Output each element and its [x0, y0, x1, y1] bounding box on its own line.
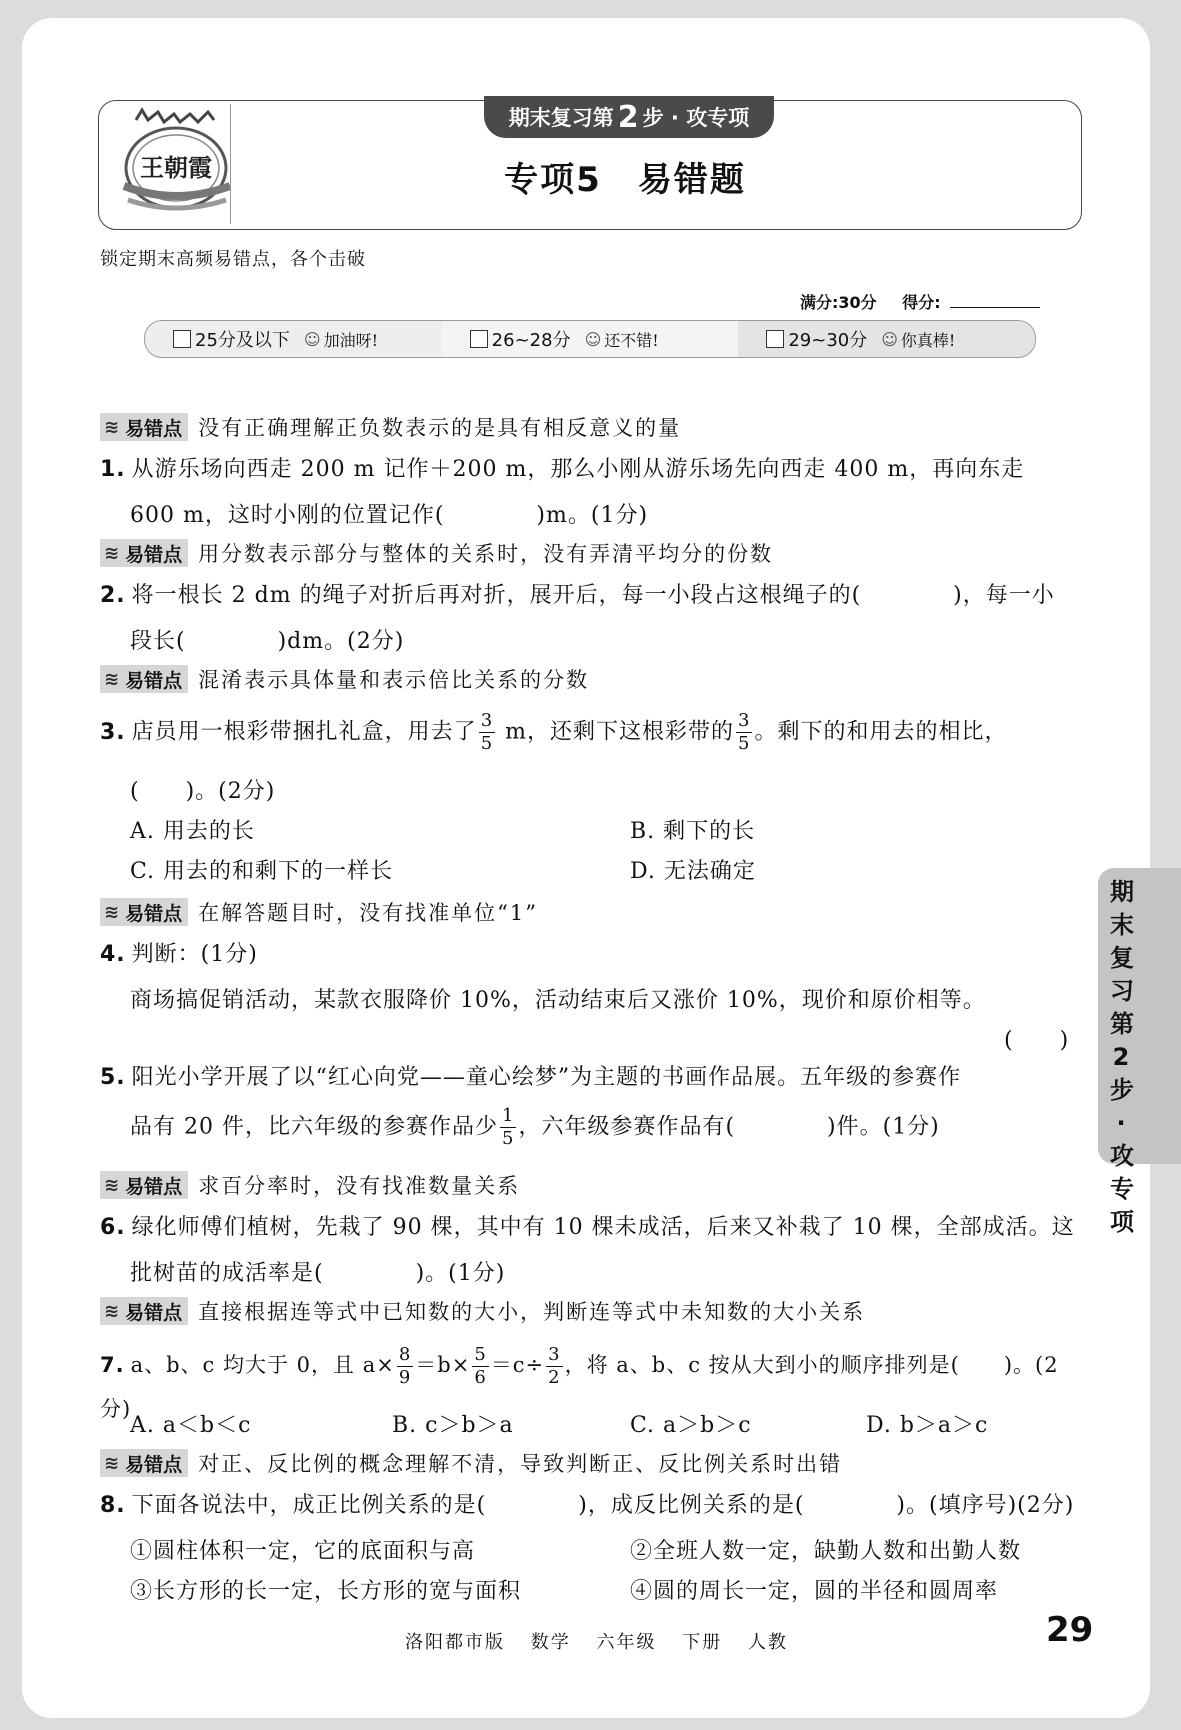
fraction: $\frac{3}{2}$ — [548, 1344, 561, 1388]
question-5: 5. 阳光小学开展了以“红心向党——童心绘梦”为主题的书画作品展。五年级的参赛作 — [100, 1065, 962, 1090]
error-point-6 — [100, 1296, 865, 1326]
svg-text:王朝霞: 王朝霞 — [140, 153, 212, 182]
question-3: 3. 店员用一根彩带捆扎礼盒，用去了 $\frac{3}{5}$ m，还剩下这根彩带的 $\frac{3}{5}$ 。剩下的和用去的相比， — [100, 710, 1008, 754]
q3-option-d: D. 无法确定 — [630, 859, 756, 884]
score-blank[interactable] — [950, 307, 1040, 308]
full-score: 满分:30分 — [800, 293, 877, 312]
q8-statement-4: ④圆的周长一定，圆的半径和圆周率 — [630, 1579, 999, 1604]
q8-statement-1: ①圆柱体积一定，它的底面积与高 — [130, 1539, 476, 1564]
q3-option-b: B. 剩下的长 — [630, 819, 756, 844]
error-point-3 — [100, 664, 589, 694]
rating-2-checkbox[interactable] — [470, 330, 488, 348]
question-1-line-1: 从游乐场向西走 200 m 记作＋200 m，那么小刚从游乐场先向西走 400 m，再向东走 — [131, 457, 1025, 482]
q8-statement-3: ③长方形的长一定，长方形的宽与面积 — [130, 1579, 522, 1604]
rating-2-range: 26~28分 — [491, 330, 571, 351]
question-5-line-2: 品有 20 件，比六年级的参赛作品少 $\frac{1}{5}$ ，六年级参赛作品有( )件。(1分) — [130, 1105, 940, 1149]
error-point-text: 求百分率时，没有找准数量关系 — [198, 1174, 521, 1198]
error-point-4 — [100, 897, 538, 927]
got-score-label: 得分: — [902, 293, 941, 312]
fraction: $\frac{8}{9}$ — [398, 1344, 412, 1388]
step-banner — [484, 96, 774, 138]
fraction: $\frac{3}{5}$ — [738, 710, 751, 754]
wave-icon: ≋ — [104, 542, 120, 564]
error-point-tag: ≋ 易错点 — [100, 898, 188, 926]
q3-option-c: C. 用去的和剩下的一样长 — [130, 859, 394, 884]
footer — [405, 1628, 806, 1654]
logo-emblem-icon — [118, 106, 238, 218]
q7-option-c: C. a＞b＞c — [630, 1413, 752, 1438]
error-point-text: 混淆表示具体量和表示倍比关系的分数 — [198, 668, 590, 692]
question-6-line-2: 批树苗的成活率是( )。(1分) — [130, 1261, 506, 1286]
question-4-answer-paren: ( ) — [1004, 1028, 1070, 1053]
fraction: $\frac{1}{5}$ — [501, 1105, 515, 1149]
logo-divider — [230, 104, 231, 224]
error-point-tag: ≋ 易错点 — [100, 1171, 188, 1199]
rating-1 — [145, 321, 442, 357]
question-1: 1. 从游乐场向西走 200 m 记作＋200 m，那么小刚从游乐场先向西走 400 m，再向东走 — [100, 457, 1025, 482]
error-point-tag: ≋ 易错点 — [100, 1449, 188, 1477]
error-point-text: 用分数表示部分与整体的关系时，没有弄清平均分的份数 — [198, 542, 774, 566]
rating-1-checkbox[interactable] — [173, 330, 191, 348]
rating-bar — [144, 320, 1036, 358]
banner-num: 2 — [617, 99, 639, 135]
rating-3-checkbox[interactable] — [766, 330, 784, 348]
footer-grade: 六年级 — [596, 1632, 657, 1653]
q7-option-a: A. a＜b＜c — [130, 1413, 252, 1438]
rating-2 — [442, 321, 739, 357]
wave-icon: ≋ — [104, 1174, 120, 1196]
question-2-line-2: 段长( )dm。(2分) — [130, 629, 405, 654]
error-point-7 — [100, 1448, 842, 1478]
smiley-icon: ☺ — [303, 329, 321, 349]
question-4: 4. 判断：(1分) — [100, 942, 258, 967]
footer-volume: 下册 — [682, 1632, 723, 1653]
wave-icon: ≋ — [104, 416, 120, 438]
fraction: $\frac{5}{6}$ — [474, 1344, 487, 1388]
error-point-tag: ≋ 易错点 — [100, 665, 188, 693]
page-title: 专项5 易错题 — [504, 160, 746, 200]
page-number: 29 — [1046, 1610, 1094, 1650]
question-2-line-1: 将一根长 2 dm 的绳子对折后再对折，展开后，每一小段占这根绳子的( )，每一小 — [131, 583, 1055, 608]
error-point-text: 对正、反比例的概念理解不清，导致判断正、反比例关系时出错 — [198, 1452, 843, 1476]
footer-publisher: 人教 — [747, 1632, 788, 1653]
rating-1-range: 25分及以下 — [195, 330, 290, 351]
rating-3-range: 29~30分 — [788, 330, 868, 351]
wave-icon: ≋ — [104, 901, 120, 923]
question-8: 8. 下面各说法中，成正比例关系的是( )，成反比例关系的是( )。(填序号)(2分) — [100, 1493, 1075, 1518]
subtitle: 锁定期末高频易错点，各个击破 — [100, 249, 366, 270]
q7-option-b: B. c＞b＞a — [392, 1413, 514, 1438]
rating-3 — [738, 321, 1035, 357]
question-3-line-2: ( )。(2分) — [130, 779, 276, 804]
score-line — [800, 290, 1040, 313]
question-7: 7. a、b、c 均大于 0，且 a× $\frac{8}{9}$ ＝b× $\frac{5}{6}$ ＝c÷ $\frac{3}{2}$ ，将 a、b、c 按从大到小的顺序排列是( )。(2分) — [100, 1344, 1059, 1421]
q7-option-d: D. b＞a＞c — [866, 1413, 989, 1438]
error-point-tag: ≋ 易错点 — [100, 539, 188, 567]
question-4-line-2: 商场搞促销活动，某款衣服降价 10%，活动结束后又涨价 10%，现价和原价相等。 — [130, 988, 986, 1013]
error-point-tag: ≋ 易错点 — [100, 1297, 188, 1325]
question-1-line-2: 600 m，这时小刚的位置记作( )m。(1分) — [130, 503, 649, 528]
smiley-icon: ☺ — [584, 329, 602, 349]
side-tab-text: 期 末 复 习 第 2 步 · 攻 专 项 — [1110, 878, 1134, 1236]
banner-pre: 期末复习第 — [508, 106, 614, 130]
footer-edition: 洛阳都市版 — [405, 1632, 505, 1653]
footer-subject: 数学 — [530, 1632, 571, 1653]
rating-1-cheer: 加油呀! — [323, 330, 379, 350]
error-point-text: 直接根据连等式中已知数的大小，判断连等式中未知数的大小关系 — [198, 1300, 866, 1324]
rating-3-cheer: 你真棒! — [900, 330, 956, 350]
q3-option-a: A. 用去的长 — [130, 819, 255, 844]
fraction: $\frac{3}{5}$ — [480, 710, 494, 754]
rating-2-cheer: 还不错! — [604, 330, 659, 350]
question-6: 6. 绿化师傅们植树，先栽了 90 棵，其中有 10 棵未成活，后来又补栽了 10 棵，全部成活。这 — [100, 1215, 1075, 1240]
error-point-1 — [100, 412, 681, 442]
error-point-text: 在解答题目时，没有找准单位“1” — [198, 901, 538, 925]
smiley-icon: ☺ — [881, 329, 898, 349]
logo — [118, 106, 238, 218]
banner-post: 步 · 攻专项 — [642, 106, 750, 130]
question-2: 2. 将一根长 2 dm 的绳子对折后再对折，展开后，每一小段占这根绳子的( )，每一小 — [100, 583, 1055, 608]
question-8-line-1: 下面各说法中，成正比例关系的是( )，成反比例关系的是( )。(填序号)(2分) — [131, 1493, 1075, 1518]
q8-statement-2: ②全班人数一定，缺勤人数和出勤人数 — [630, 1539, 1022, 1564]
question-5-line-1: 阳光小学开展了以“红心向党——童心绘梦”为主题的书画作品展。五年级的参赛作 — [131, 1065, 962, 1090]
error-point-2 — [100, 538, 773, 568]
wave-icon: ≋ — [104, 1300, 120, 1322]
question-4-line-1: 判断：(1分) — [131, 942, 258, 967]
wave-icon: ≋ — [104, 1452, 120, 1474]
error-point-5 — [100, 1170, 520, 1200]
question-6-line-1: 绿化师傅们植树，先栽了 90 棵，其中有 10 棵未成活，后来又补栽了 10 棵，全部成活。这 — [131, 1215, 1075, 1240]
error-point-text: 没有正确理解正负数表示的是具有相反意义的量 — [198, 416, 682, 440]
wave-icon: ≋ — [104, 668, 120, 690]
error-point-tag: ≋ 易错点 — [100, 413, 188, 441]
